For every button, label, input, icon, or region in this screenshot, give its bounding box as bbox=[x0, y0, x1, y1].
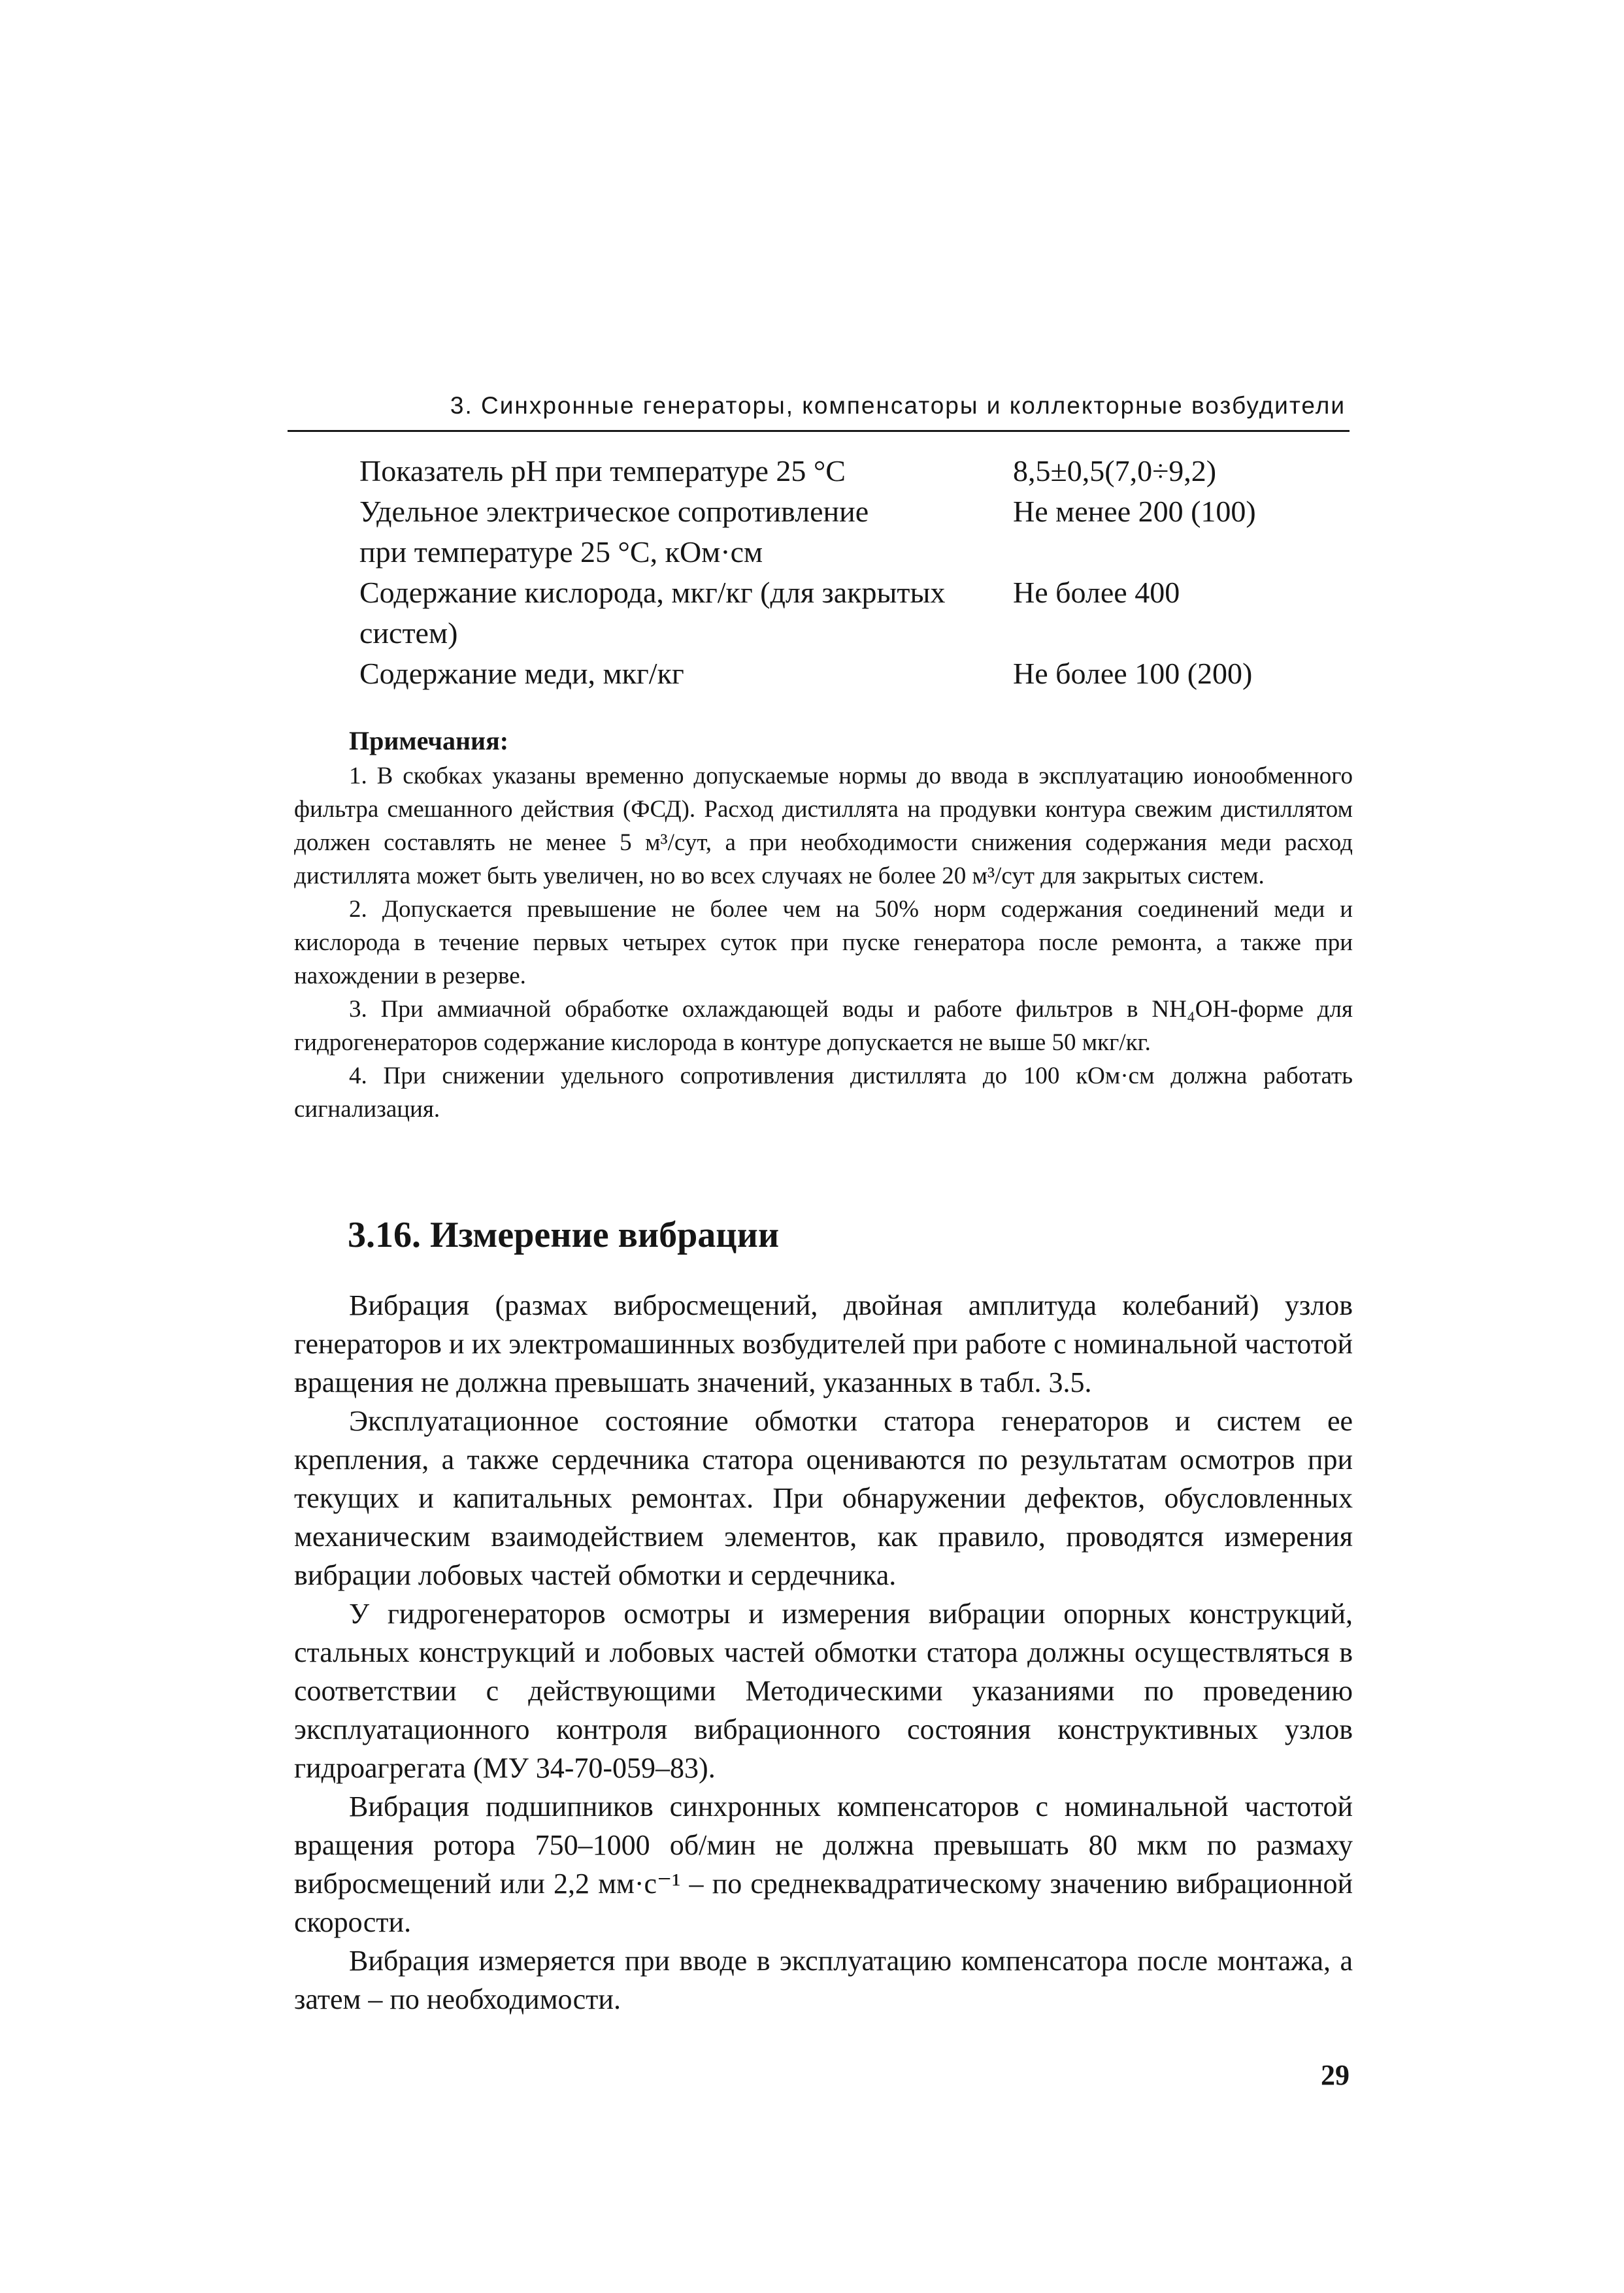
body-paragraph: Вибрация измеряется при вводе в эксплуатацию компенсатора после монтажа, а затем – по необходимости. bbox=[294, 1945, 1353, 2015]
note-item: 1. В скобках указаны временно допускаемые нормы до ввода в эксплуатацию ионообменного фильтра смешанного действия (ФСД). Расход дистиллята на продувки контура свежим дистиллятом должен составлять не менее 5 м³/сут, а при необходимости снижения содержания меди расход дистиллята может быть увеличен, но во всех случаях не более 20 м³/сут для закрытых систем. bbox=[294, 763, 1353, 889]
running-header bbox=[288, 392, 1350, 432]
body-paragraph: Вибрация подшипников синхронных компенсаторов с номинальной частотой вращения ротора 750–1000 об/мин не должна превышать 80 мкм по размаху виброcмещений или 2,2 мм·с⁻¹ – по среднеквадратическому значению вибрационной скорости. bbox=[294, 1790, 1353, 1938]
page-number: 29 bbox=[1321, 2059, 1350, 2091]
note-item: 4. При снижении удельного сопротивления дистиллята до 100 кОм·см должна работать сигнализация. bbox=[294, 1063, 1353, 1123]
spec-name: Содержание меди, мкг/кг bbox=[359, 657, 684, 690]
spec-value: Не более 100 (200) bbox=[1013, 657, 1253, 690]
notes-title: Примечания: bbox=[349, 726, 509, 755]
body-paragraph: Эксплуатационное состояние обмотки статора генераторов и систем ее крепления, а также сердечника статора оцениваются по результатам осмотров при текущих и капитальных ремонтах. При обнаружении дефектов, обусловленных механическим взаимодействием элементов, как правило, проводятся измерения вибрации лобовых частей обмотки и сердечника. bbox=[294, 1405, 1353, 1591]
spec-value: Не менее 200 (100) bbox=[1013, 495, 1256, 528]
spec-name: Показатель pH при температуре 25 °С bbox=[359, 454, 846, 487]
body-paragraph: У гидрогенераторов осмотры и измерения вибрации опорных конструкций, стальных конструкций и лобовых частей обмотки статора должны осуществляться в соответствии с действующими Методическими указаниями по проведению эксплуатационного контроля вибрационного состояния конструктивных узлов гидроагрегата (МУ 34-70-059–83). bbox=[294, 1598, 1353, 1784]
section-body bbox=[294, 1286, 1353, 2019]
section-title: 3.16. Измерение вибрации bbox=[348, 1215, 780, 1255]
body-paragraph: Вибрация (размах виброcмещений, двойная амплитуда колебаний) узлов генераторов и их электромашинных возбудителей при работе с номинальной частотой вращения не должна превышать значений, указанных в табл. 3.5. bbox=[294, 1289, 1353, 1398]
spec-name: Удельное электрическое сопротивление при температуре 25 °С, кОм·см bbox=[359, 495, 869, 569]
spec-value: 8,5±0,5(7,0÷9,2) bbox=[1013, 454, 1217, 487]
note-item: 2. Допускается превышение не более чем на 50% норм содержания соединений меди и кислорода в течение первых четырех суток при пуске генератора после ремонта, а также при нахождении в резерве. bbox=[294, 896, 1353, 989]
note-item: 3. При аммиачной обработке охлаждающей воды и работе фильтров в NH₄OH-форме для гидрогенераторов содержание кислорода в контуре допускается не выше 50 мкг/кг. bbox=[294, 996, 1353, 1056]
spec-value: Не более 400 bbox=[1013, 576, 1180, 609]
running-header-title: 3. Синхронные генераторы, компенсаторы и коллекторные возбудители bbox=[450, 392, 1346, 419]
spec-name: Содержание кислорода, мкг/кг (для закрытых систем) bbox=[359, 576, 946, 650]
notes-block bbox=[294, 724, 1353, 1126]
